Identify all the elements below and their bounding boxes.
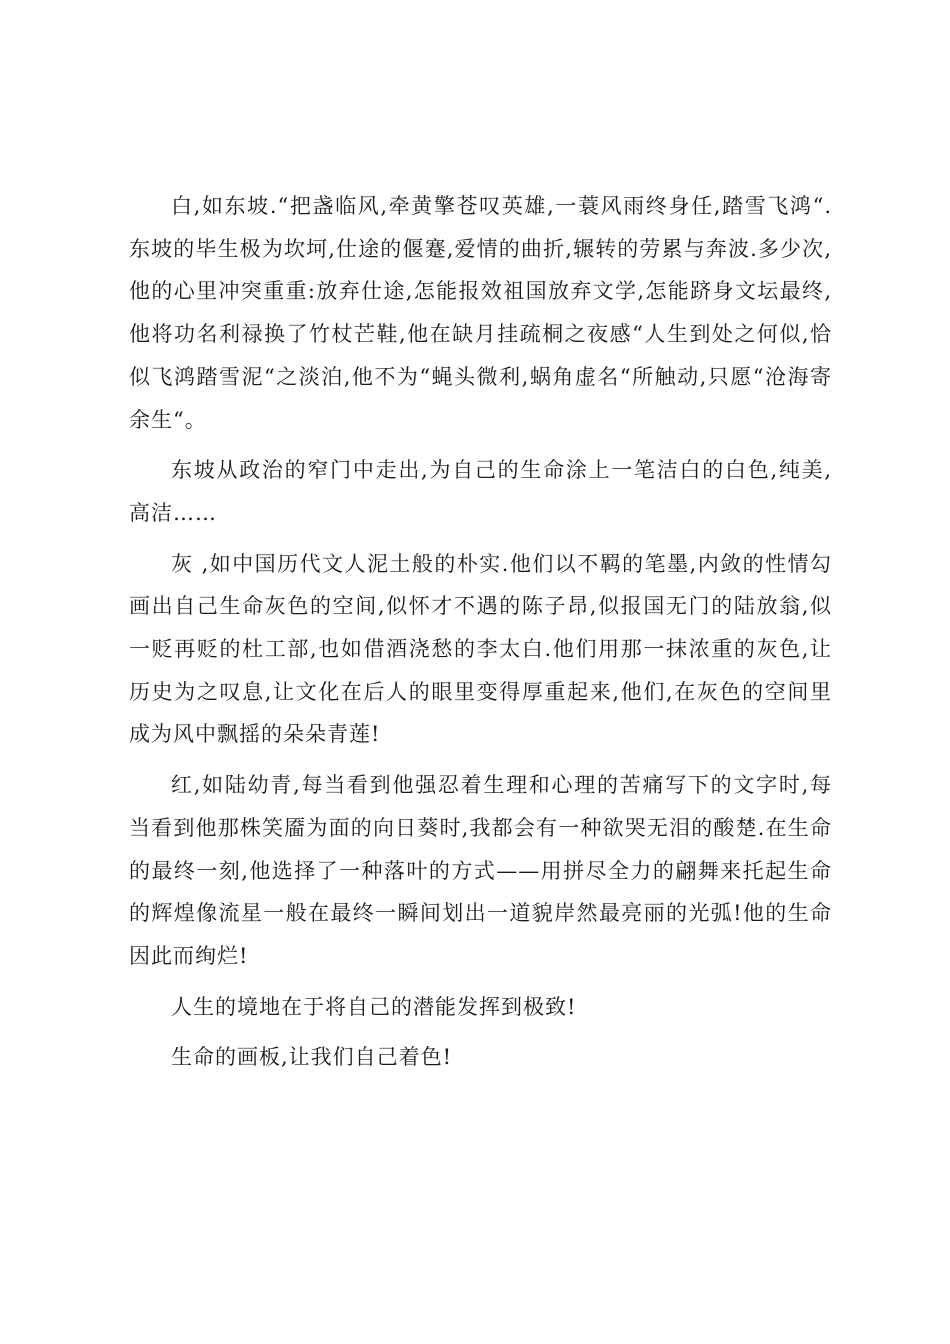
paragraph-white-summary: 东坡从政治的窄门中走出,为自己的生命涂上一笔洁白的白色,纯美,高洁…… <box>129 458 832 525</box>
paragraph-su-dongpo: 白,如东坡.“把盏临风,牵黄擎苍叹英雄,一蓑风雨终身任,踏雪飞鸿“.东坡的毕生极为坎坷,仕途的偃蹇,爱情的曲折,辗转的劳累与奔波.多少次,他的心里冲突重重:放弃仕途,怎能报效祖国放弃文学,怎能跻身文坛最终,他将功名利禄换了竹杖芒鞋,他在缺月挂疏桐之夜感“人生到处之何似,恰似飞鸿踏雪泥“之淡泊,他不为“蝇头微利,蜗角虚名“所触动,只愿“沧海寄余生“。 <box>129 194 832 432</box>
paragraph-potential: 人生的境地在于将自己的潜能发挥到极致! <box>171 994 577 1019</box>
document-body <box>129 185 832 1087</box>
paragraph-grey: 灰 ,如中国历代文人泥土般的朴实.他们以不羁的笔墨,内敛的性情勾画出自己生命灰色的空间,似怀才不遇的陈子昂,似报国无门的陆放翁,似一贬再贬的杜工部,也如借酒浇愁的李太白.他们用那一抹浓重的灰色,让历史为之叹息,让文化在后人的眼里变得厚重起来,他们,在灰色的空间里成为风中飘摇的朵朵青莲! <box>129 551 832 747</box>
paragraph-red: 红,如陆幼青,每当看到他强忍着生理和心理的苦痛写下的文字时,每当看到他那株笑靥为面的向日葵时,我都会有一种欲哭无泪的酸楚.在生命的最终一刻,他选择了一种落叶的方式——用拼尽全力的翩舞来托起生命的辉煌像流星一般在最终一瞬间划出一道貌岸然最亮丽的光弧!他的生命因此而绚烂! <box>129 773 832 968</box>
paragraph-canvas: 生命的画板,让我们自己着色! <box>171 1045 453 1070</box>
